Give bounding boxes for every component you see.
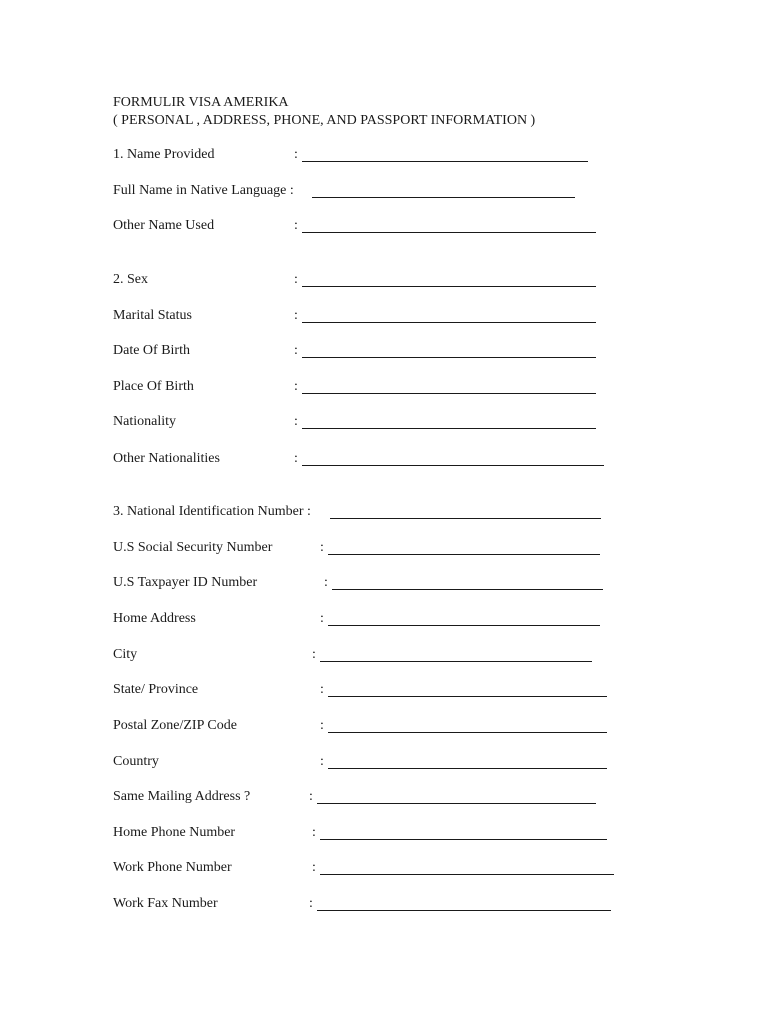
field-colon: : (320, 611, 324, 626)
field-label: City (113, 647, 138, 662)
field-input-line[interactable] (302, 161, 588, 162)
field-input-line[interactable] (302, 357, 596, 358)
field-colon: : (294, 308, 298, 323)
field-label: Full Name in Native Language : (113, 183, 294, 198)
field-input-line[interactable] (302, 393, 596, 394)
field-colon: : (294, 414, 298, 429)
field-input-line[interactable] (302, 232, 596, 233)
field-input-line[interactable] (320, 661, 592, 662)
field-label: Nationality (113, 414, 176, 429)
field-label: Date Of Birth (113, 343, 190, 358)
field-label: Marital Status (113, 308, 192, 323)
form-title-line-1: FORMULIR VISA AMERIKA (113, 95, 289, 110)
field-colon: : (294, 147, 298, 162)
field-input-line[interactable] (302, 428, 596, 429)
field-colon: : (294, 218, 298, 233)
field-colon: : (320, 754, 324, 769)
field-colon: : (294, 272, 298, 287)
field-colon: : (320, 540, 324, 555)
field-label: Home Address (113, 611, 196, 626)
field-input-line[interactable] (302, 465, 604, 466)
field-input-line[interactable] (320, 874, 614, 875)
field-label: Home Phone Number (113, 825, 236, 840)
field-colon: : (324, 575, 328, 590)
field-input-line[interactable] (317, 803, 596, 804)
field-input-line[interactable] (312, 197, 575, 198)
field-input-line[interactable] (328, 696, 607, 697)
field-label: 2. Sex (113, 272, 148, 287)
field-colon: : (294, 379, 298, 394)
field-colon: : (312, 825, 316, 840)
field-label: U.S Social Security Number (113, 540, 273, 555)
field-label: Place Of Birth (113, 379, 194, 394)
field-colon: : (320, 682, 324, 697)
field-label: 1. Name Provided (113, 147, 215, 162)
field-label: U.S Taxpayer ID Number (113, 575, 258, 590)
field-colon: : (312, 860, 316, 875)
field-input-line[interactable] (302, 322, 596, 323)
field-label: Postal Zone/ZIP Code (113, 718, 237, 733)
field-input-line[interactable] (320, 839, 607, 840)
field-colon: : (312, 647, 316, 662)
field-label: Same Mailing Address ? (113, 789, 251, 804)
field-label: Work Fax Number (113, 896, 218, 911)
field-input-line[interactable] (302, 286, 596, 287)
field-label: 3. National Identification Number : (113, 504, 311, 519)
field-label: Work Phone Number (113, 860, 232, 875)
field-colon: : (294, 343, 298, 358)
field-input-line[interactable] (328, 625, 600, 626)
field-input-line[interactable] (328, 732, 607, 733)
field-input-line[interactable] (332, 589, 603, 590)
field-input-line[interactable] (317, 910, 611, 911)
form-title-line-2: ( PERSONAL , ADDRESS, PHONE, AND PASSPORT INFORMATION ) (113, 113, 536, 128)
field-colon: : (309, 896, 313, 911)
field-label: State/ Province (113, 682, 199, 697)
field-input-line[interactable] (328, 768, 607, 769)
field-colon: : (294, 451, 298, 466)
field-colon: : (320, 718, 324, 733)
form-title (113, 95, 673, 131)
field-label: Country (113, 754, 159, 769)
field-label: Other Name Used (113, 218, 215, 233)
field-input-line[interactable] (328, 554, 600, 555)
field-colon: : (309, 789, 313, 804)
field-input-line[interactable] (330, 518, 601, 519)
field-label: Other Nationalities (113, 451, 220, 466)
